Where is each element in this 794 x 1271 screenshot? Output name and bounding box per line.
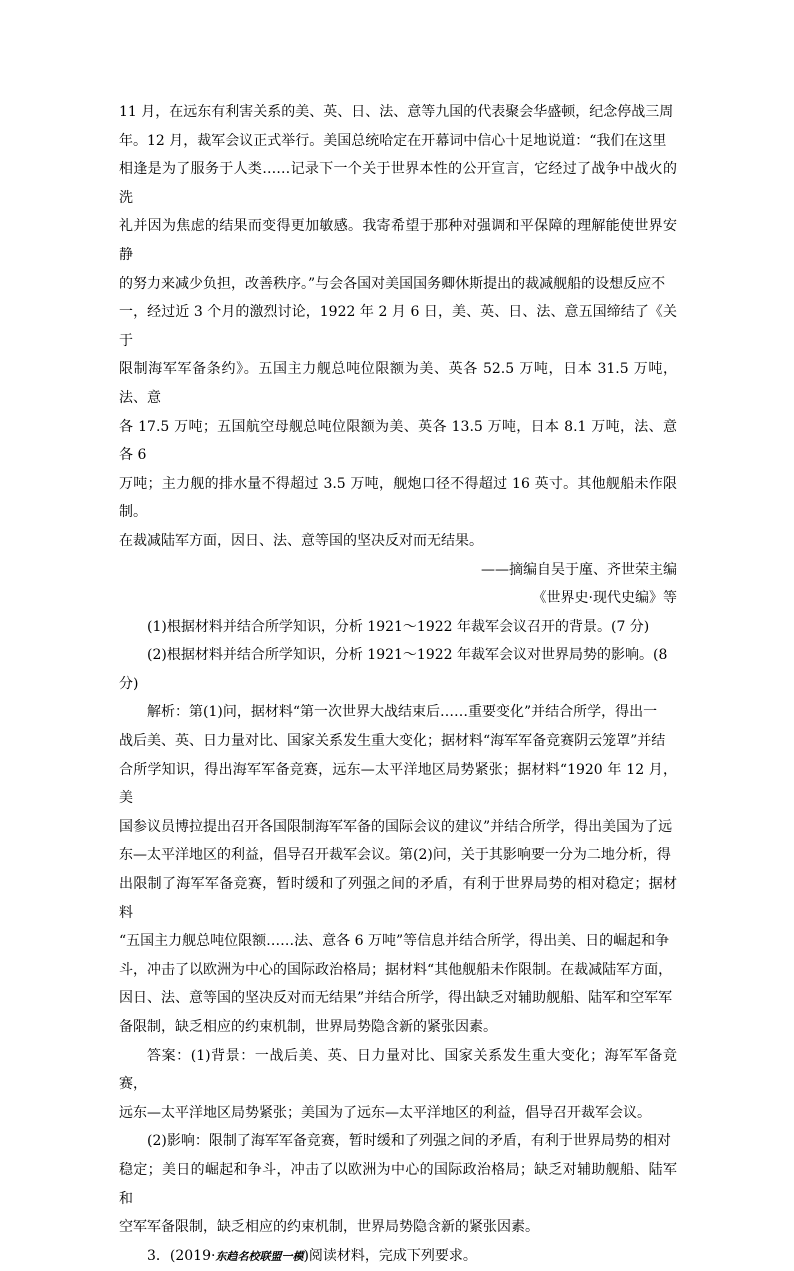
analysis-line: 国参议员博拉提出召开各国限制海军军备的国际会议的建议”并结合所学，得出美国为了远 — [119, 818, 673, 835]
next-question-heading — [119, 1242, 677, 1271]
material-line: 11 月，在远东有利害关系的美、英、日、法、意等九国的代表聚会华盛顿，纪念停战三周 — [119, 104, 674, 120]
answer-line: (2)影响：限制了海军军备竞赛，暂时缓和了列强之间的矛盾，有利于世界局势的相对 — [147, 1133, 671, 1150]
analysis-line: 因日、法、意等国的坚决反对而无结果”并结合所学，得出缺乏对辅助舰船、陆军和空军军 — [119, 990, 673, 1007]
analysis-line: 战后美、英、日力量对比、国家关系发生重大变化；据材料“海军军备竞赛阴云笼罩”并结 — [119, 733, 666, 750]
source-line-1: ——摘编自吴于廑、齐世荣主编 — [481, 561, 677, 578]
analysis-line: 东—太平洋地区的利益，倡导召开裁军会议。第(2)问，关于其影响要一分为二地分析，得 — [119, 847, 671, 864]
answer-line: 稳定；美日的崛起和争斗，冲击了以欧洲为中心的国际政治格局；缺乏对辅助舰船、陆军和 — [119, 1161, 677, 1207]
answer-line: 答案：(1)背景：一战后美、英、日力量对比、国家关系发生重大变化；海军军备竞赛， — [119, 1047, 677, 1093]
questions — [119, 613, 677, 699]
material-paragraph — [119, 98, 677, 556]
material-line: 各 17.5 万吨；五国航空母舰总吨位限额为美、英各 13.5 万吨，日本 8.1 万吨，法、意各 6 — [119, 418, 677, 464]
material-line: 的努力来减少负担，改善秩序。”与会各国对美国国务卿休斯提出的裁减舰船的设想反应不 — [119, 275, 666, 292]
next-question-source-tag: 东趋名校联盟一模 — [215, 1249, 304, 1263]
analysis-line: “五国主力舰总吨位限额……法、意各 6 万吨”等信息并结合所学，得出美、日的崛起和争 — [119, 933, 670, 950]
material-line: 一，经过近 3 个月的激烈讨论，1922 年 2 月 6 日，美、英、日、法、意五国缔结了《关于 — [119, 304, 677, 349]
answer-line: 空军军备限制，缺乏相应的约束机制，世界局势隐含新的紧张因素。 — [119, 1219, 539, 1236]
answer-line: 远东—太平洋地区局势紧张；美国为了远东—太平洋地区的利益，倡导召开裁军会议。 — [119, 1104, 651, 1121]
analysis-line: 解析：第(1)问，据材料“第一次世界大战结束后……重要变化”并结合所学，得出一 — [147, 704, 658, 721]
material-line: 礼并因为焦虑的结果而变得更加敏感。我寄希望于那种对强调和平保障的理解能使世界安静 — [119, 218, 677, 263]
analysis-line: 备限制，缺乏相应的约束机制，世界局势隐含新的紧张因素。 — [119, 1019, 497, 1035]
source-citation — [119, 556, 677, 613]
question-2: (2)根据材料并结合所学知识，分析 1921～1922 年裁军会议对世界局势的影响。(8 分) — [119, 647, 668, 692]
document-page — [119, 98, 677, 1271]
source-line-2: 《世界史·现代史编》等 — [532, 590, 677, 607]
question-1: (1)根据材料并结合所学知识，分析 1921～1922 年裁军会议召开的背景。(7 分) — [147, 618, 650, 635]
answer-section — [119, 1042, 677, 1242]
analysis-line: 出限制了海军军备竞赛，暂时缓和了列强之间的矛盾，有利于世界局势的相对稳定；据材料 — [119, 876, 677, 921]
analysis-paragraph — [119, 698, 677, 1041]
analysis-line: 合所学知识，得出海军军备竞赛，远东—太平洋地区局势紧张；据材料“1920 年 12 月，美 — [119, 761, 677, 807]
material-line: 限制海军军备条约》。五国主力舰总吨位限额为美、英各 52.5 万吨，日本 31.5 万吨，法、意 — [119, 361, 677, 406]
next-question-prefix: 3．(2019· — [147, 1247, 216, 1264]
analysis-line: 斗，冲击了以欧洲为中心的国际政治格局；据材料“其他舰船未作限制。在裁减陆军方面， — [119, 961, 673, 978]
material-line: 万吨；主力舰的排水量不得超过 3.5 万吨，舰炮口径不得超过 16 英寸。其他舰船未作限制。 — [119, 475, 677, 521]
material-line: 年。12 月，裁军会议正式举行。美国总统哈定在开幕词中信心十足地说道：“我们在这里 — [119, 132, 667, 149]
next-question-suffix: )阅读材料，完成下列要求。 — [303, 1247, 477, 1264]
material-line: 在裁减陆军方面，因日、法、意等国的坚决反对而无结果。 — [119, 532, 483, 549]
material-line: 相逢是为了服务于人类……记录下一个关于世界本性的公开宣言，它经过了战争中战火的洗 — [119, 161, 677, 206]
